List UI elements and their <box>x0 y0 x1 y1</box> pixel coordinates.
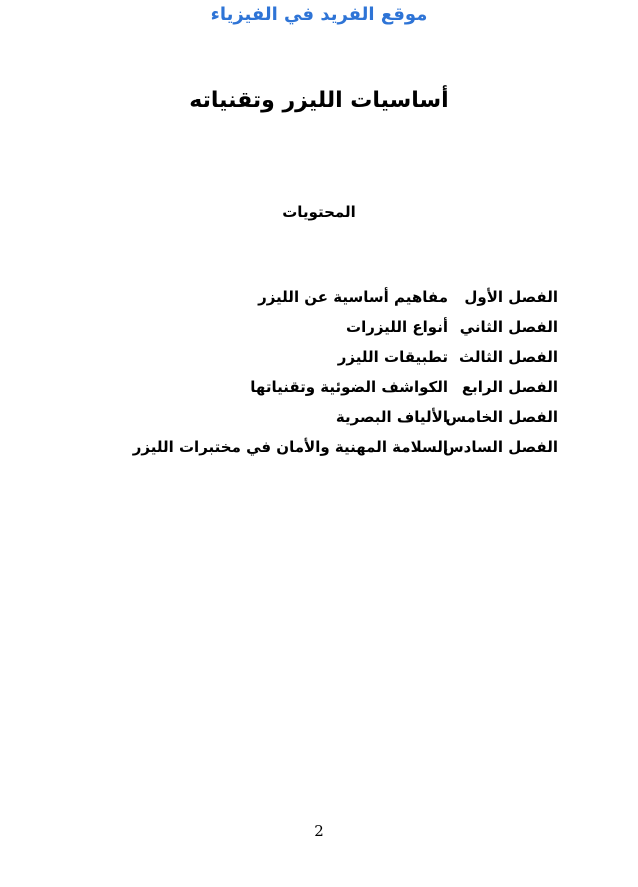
page-number: 2 <box>314 822 324 840</box>
chapter-title: أنواع الليزرات <box>346 318 448 336</box>
chapter-title: مفاهيم أساسية عن الليزر <box>258 288 448 306</box>
site-header: موقع الفريد في الفيزياء <box>210 4 428 25</box>
chapter-label: الفصل السادس <box>442 438 558 456</box>
chapter-label: الفصل الثالث <box>458 348 558 366</box>
toc-row <box>133 342 558 372</box>
chapter-label: الفصل الخامس <box>445 408 558 426</box>
chapter-title: الكواشف الضوئية وتقنياتها <box>250 378 448 396</box>
chapter-label: الفصل الأول <box>464 288 558 306</box>
toc-row <box>133 312 558 342</box>
table-of-contents <box>133 282 558 462</box>
chapter-title: تطبيقات الليزر <box>337 348 448 366</box>
toc-row <box>133 402 558 432</box>
chapter-title: الألياف البصرية <box>335 408 448 426</box>
toc-row <box>133 372 558 402</box>
toc-row <box>133 432 558 462</box>
contents-heading: المحتويات <box>282 203 356 221</box>
chapter-label: الفصل الرابع <box>461 378 558 396</box>
chapter-label: الفصل الثاني <box>459 318 558 336</box>
chapter-title: السلامة المهنية والأمان في مختبرات الليزر <box>132 438 448 456</box>
toc-row <box>133 282 558 312</box>
document-title: أساسيات الليزر وتقنياته <box>189 88 449 113</box>
